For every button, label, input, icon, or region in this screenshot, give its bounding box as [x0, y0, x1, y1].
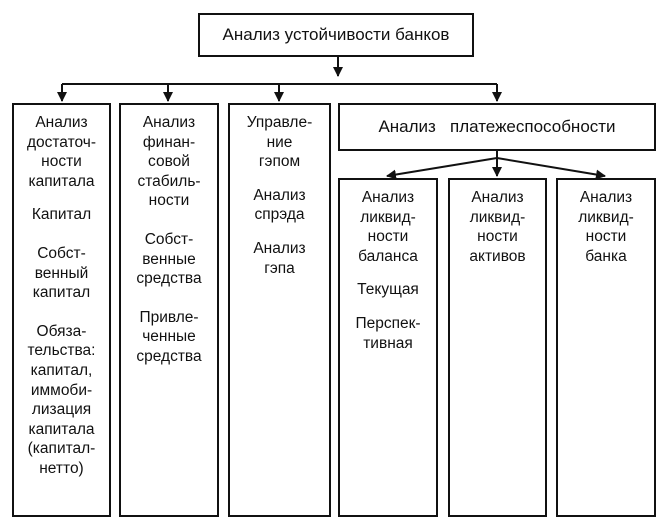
balance-liquidity-box: [338, 178, 438, 517]
financial-heading-line: совой: [148, 153, 190, 171]
financial-item-line: Привле-: [139, 308, 199, 326]
capital-item-line: лизация: [31, 401, 92, 419]
financial-heading-line: финан-: [142, 133, 196, 151]
gap-item-line: гэпа: [264, 259, 295, 277]
assets-heading-line: активов: [469, 247, 526, 265]
balance-item-line: Текущая: [357, 281, 419, 299]
gap-item-line: спрэда: [254, 206, 305, 224]
root-title: Анализ устойчивости банков: [222, 25, 450, 44]
assets-heading-line: ликвид-: [469, 208, 526, 226]
assets-liquidity-box: [448, 178, 547, 517]
balance-heading-line: баланса: [358, 247, 418, 265]
capital-item-line: иммоби-: [30, 381, 93, 399]
capital-adequacy-box: [12, 103, 111, 517]
capital-item-line: венный: [34, 264, 89, 282]
balance-item-line: тивная: [363, 334, 413, 352]
capital-heading-line: Анализ: [35, 114, 88, 131]
bank-liquidity-box: [556, 178, 656, 517]
capital-item-line: капитал,: [30, 361, 93, 379]
gap-item-line: Анализ: [253, 239, 306, 257]
root-box: [198, 13, 474, 57]
financial-item-line: Собст-: [144, 230, 194, 248]
bank-heading-line: ликвид-: [578, 208, 634, 226]
financial-item-line: венные: [142, 250, 196, 268]
financial-heading-line: ности: [148, 192, 190, 210]
financial-stability-box: [119, 103, 219, 517]
arrow-to-bank: [497, 158, 605, 176]
gap-heading-line: гэпом: [258, 153, 301, 171]
capital-item-line: Обяза-: [36, 322, 87, 340]
financial-heading-line: стабиль-: [137, 172, 201, 190]
balance-heading-line: ности: [367, 228, 409, 246]
capital-heading-line: капитала: [28, 172, 95, 190]
financial-item-line: средства: [136, 270, 202, 288]
bank-heading-line: ности: [585, 228, 627, 246]
financial-item-line: средства: [136, 347, 202, 365]
capital-heading-line: ности: [41, 153, 82, 171]
capital-item-line: Собст-: [37, 244, 86, 262]
capital-item-line: нетто): [39, 459, 84, 477]
capital-item-line: капитал: [32, 284, 91, 302]
capital-item-line: тельства:: [27, 342, 96, 360]
capital-heading-line: достаточ-: [26, 133, 97, 151]
financial-heading-line: Анализ: [142, 114, 196, 131]
capital-item-line: Капитал: [31, 206, 92, 224]
arrow-to-balance: [387, 158, 497, 176]
capital-item-line: (капитал-: [27, 440, 96, 458]
bank-heading-line: Анализ: [579, 189, 633, 206]
balance-heading-line: Анализ: [361, 189, 415, 206]
balance-item-line: Перспек-: [355, 314, 421, 332]
balance-heading-line: ликвид-: [360, 208, 416, 226]
solvency-title: Анализ платежеспособности: [378, 117, 616, 136]
assets-heading-line: Анализ: [471, 189, 524, 206]
solvency-box: [338, 103, 656, 151]
financial-item-line: ченные: [142, 328, 196, 346]
capital-item-line: капитала: [28, 420, 95, 438]
gap-item-line: Анализ: [253, 186, 306, 204]
bank-heading-line: банка: [585, 247, 627, 265]
gap-management-box: [228, 103, 331, 517]
gap-heading-line: Управле-: [246, 114, 313, 131]
assets-heading-line: ности: [477, 228, 518, 246]
gap-heading-line: ние: [266, 133, 293, 151]
